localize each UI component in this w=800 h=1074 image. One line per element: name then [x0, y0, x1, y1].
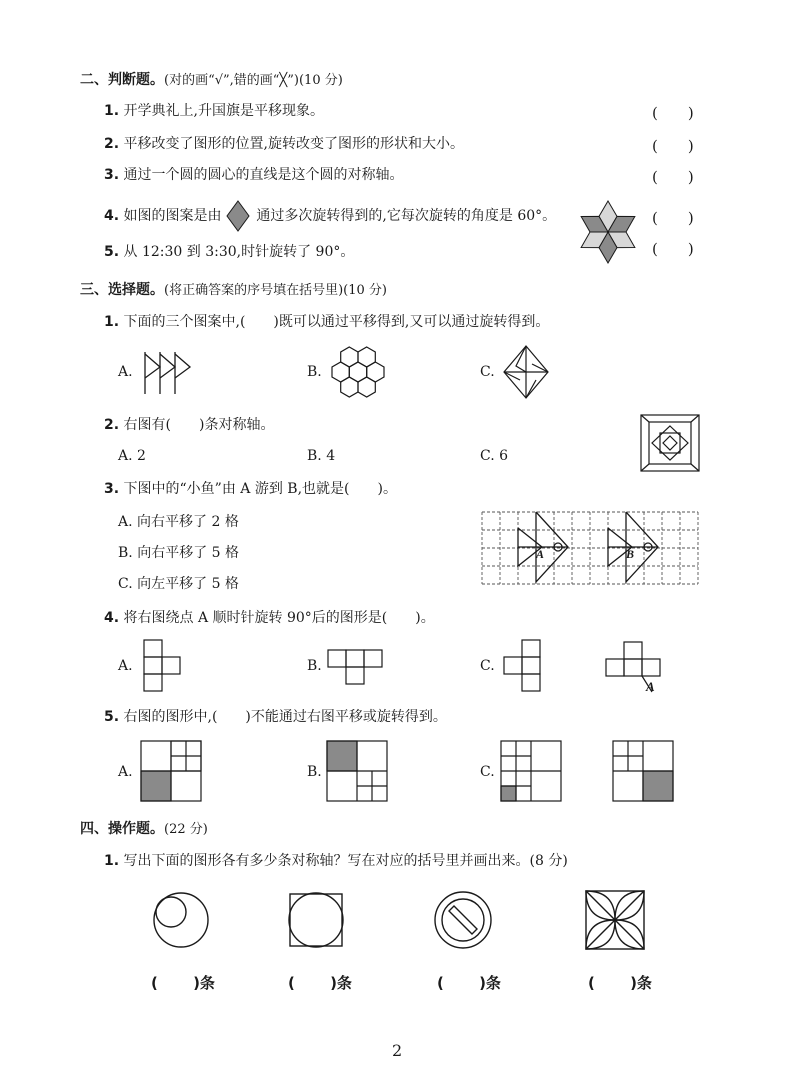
answer-blank-3[interactable]: ( )条 — [437, 974, 501, 992]
fish-point-b-label: B — [626, 547, 635, 561]
q5-option-b-figure — [326, 740, 388, 802]
q5-option-a-figure — [140, 740, 202, 802]
choice-q3: 3. 下图中的“小鱼”由 A 游到 B,也就是( )。 — [104, 481, 397, 497]
choice-q1-option-a[interactable]: A. — [118, 364, 133, 380]
answer-blank-2[interactable]: ( )条 — [288, 974, 352, 992]
judge-item-1-text: 开学典礼上,升国旗是平移现象。 — [123, 103, 324, 119]
operation-q1: 1. 写出下面的图形各有多少条对称轴？写在对应的括号里并画出来。(8 分) — [104, 853, 568, 869]
pinwheel-figure — [502, 344, 550, 400]
rhombus-star-figure — [573, 196, 643, 268]
choice-q4: 4. 将右图绕点 A 顺时针旋转 90°后的图形是( )。 — [104, 610, 435, 626]
flags-figure — [142, 350, 192, 396]
judge-item-5: 5. 从 12:30 到 3:30,时针旋转了 90°。 — [104, 244, 355, 260]
q4-original-figure — [604, 640, 668, 696]
choice-q2-option-c[interactable]: C. 6 — [480, 448, 509, 464]
choice-q1-text: 下面的三个图案中,( )既可以通过平移得到,又可以通过旋转得到。 — [123, 314, 550, 330]
choice-q4-option-a[interactable]: A. — [118, 658, 133, 674]
choice-q3-option-a[interactable]: A. 向右平移了 2 格 — [118, 514, 239, 530]
choice-q1-option-b[interactable]: B. — [307, 364, 322, 380]
choice-q5-text: 右图的图形中,( )不能通过右图平移或旋转得到。 — [123, 709, 447, 725]
choice-q4-option-c[interactable]: C. — [480, 658, 495, 674]
fish-grid-figure — [480, 510, 700, 584]
section-4-note: (22 分) — [164, 822, 208, 837]
answer-blank-4[interactable]: ( )条 — [588, 974, 652, 992]
choice-q2-option-a[interactable]: A. 2 — [118, 448, 146, 464]
judge-item-1: 1. 开学典礼上,升国旗是平移现象。 — [104, 103, 324, 119]
q5-original-figure — [612, 740, 674, 802]
choice-q4-text: 将右图绕点 A 顺时针旋转 90°后的图形是( )。 — [123, 610, 435, 626]
hexagon-cell — [341, 377, 358, 397]
judge-answer-5[interactable]: ( ) — [652, 240, 694, 258]
q4-option-a-figure — [142, 638, 182, 694]
choice-q3-option-c[interactable]: C. 向左平移了 5 格 — [118, 576, 239, 592]
choice-q5: 5. 右图的图形中,( )不能通过右图平移或旋转得到。 — [104, 709, 447, 725]
q5-option-c-figure — [500, 740, 562, 802]
judge-item-5-text: 从 12:30 到 3:30,时针旋转了 90°。 — [123, 244, 355, 260]
nested-squares-figure — [640, 414, 700, 472]
section-2-note: (对的画“√”,错的画“╳”)(10 分) — [164, 73, 343, 88]
operation-q1-text: 写出下面的图形各有多少条对称轴？写在对应的括号里并画出来。(8 分) — [123, 853, 568, 869]
section-3-title: 三、选择题。 — [80, 282, 164, 298]
choice-q2-option-b[interactable]: B. 4 — [307, 448, 336, 464]
judge-answer-3[interactable]: ( ) — [652, 168, 694, 186]
q4-option-b-figure — [326, 648, 384, 688]
hexagon-cell — [341, 347, 358, 367]
choice-q2: 2. 右图有( )条对称轴。 — [104, 417, 275, 433]
hexagon-cell — [358, 377, 375, 397]
choice-q3-option-b[interactable]: B. 向右平移了 5 格 — [118, 545, 239, 561]
choice-q1-option-c[interactable]: C. — [480, 364, 495, 380]
choice-q5-option-b[interactable]: B. — [307, 764, 322, 780]
judge-item-3-text: 通过一个圆的圆心的直线是这个圆的对称轴。 — [123, 167, 404, 183]
choice-q4-option-b[interactable]: B. — [307, 658, 322, 674]
square-with-circle-figure — [286, 890, 346, 950]
rhombus-icon — [226, 200, 250, 232]
choice-q2-text: 右图有( )条对称轴。 — [123, 417, 275, 433]
square-with-petals-figure — [584, 889, 646, 951]
fish-point-a-label: A — [536, 547, 545, 561]
hexagon-cluster-figure — [328, 344, 388, 400]
no-entry-sign-figure — [432, 889, 494, 951]
judge-item-2-text: 平移改变了图形的位置,旋转改变了图形的形状和大小。 — [123, 136, 464, 152]
section-3-heading — [80, 281, 387, 300]
page-number: 2 — [392, 1041, 403, 1060]
answer-blank-1[interactable]: ( )条 — [151, 974, 215, 992]
judge-answer-4[interactable]: ( ) — [652, 209, 694, 227]
section-2-title: 二、判断题。 — [80, 72, 164, 88]
section-3-note: (将正确答案的序号填在括号里)(10 分) — [164, 283, 387, 298]
judge-answer-1[interactable]: ( ) — [652, 104, 694, 122]
hexagon-cell — [358, 347, 375, 367]
choice-q3-text: 下图中的“小鱼”由 A 游到 B,也就是( )。 — [123, 481, 397, 497]
choice-q1: 1. 下面的三个图案中,( )既可以通过平移得到,又可以通过旋转得到。 — [104, 314, 550, 330]
judge-item-2: 2. 平移改变了图形的位置,旋转改变了图形的形状和大小。 — [104, 136, 464, 152]
section-2-heading — [80, 71, 343, 90]
judge-item-3: 3. 通过一个圆的圆心的直线是这个圆的对称轴。 — [104, 167, 404, 183]
rotation-point-a-label: A — [646, 679, 655, 694]
choice-q5-option-c[interactable]: C. — [480, 764, 495, 780]
section-4-title: 四、操作题。 — [80, 821, 164, 837]
choice-q5-option-a[interactable]: A. — [118, 764, 133, 780]
section-4-heading — [80, 820, 208, 839]
judge-item-4: 4. 如图的图案是由 通过多次旋转得到的,它每次旋转的角度是 60°。 — [104, 208, 557, 224]
q4-option-c-figure — [502, 638, 542, 694]
circle-with-inner-circle-figure — [151, 890, 211, 950]
judge-answer-2[interactable]: ( ) — [652, 137, 694, 155]
